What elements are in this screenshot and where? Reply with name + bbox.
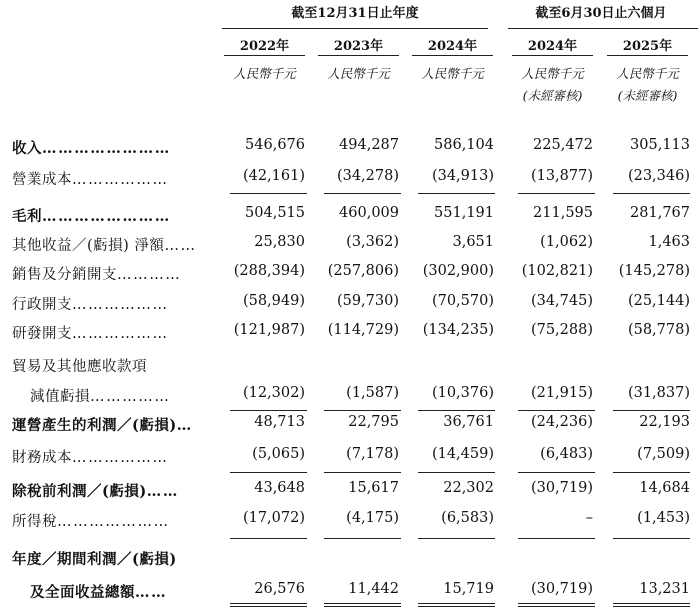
row-value-col-2: 22,795 <box>348 414 399 430</box>
row-label-text: 研發開支 <box>12 326 72 342</box>
row-value-col-5: 281,767 <box>630 205 690 221</box>
row-value-col-5: 13,231 <box>639 581 690 597</box>
subtotal-underline <box>418 410 495 411</box>
row-value-col-2: (59,730) <box>336 293 399 309</box>
row-label-leader-dots: …………………… <box>42 208 171 225</box>
row-label <box>12 137 171 158</box>
row-value-col-4: – <box>585 510 593 526</box>
row-value-col-3: 15,719 <box>443 581 494 597</box>
row-label <box>12 414 193 435</box>
row-value-col-4: (21,915) <box>530 385 593 401</box>
row-label-text: 財務成本 <box>12 450 72 466</box>
subtotal-underline <box>518 538 595 539</box>
subtotal-underline <box>324 472 401 473</box>
subtotal-underline <box>418 472 495 473</box>
table-row <box>0 234 700 256</box>
row-value-col-5: (25,144) <box>627 293 690 309</box>
row-value-col-5: (7,509) <box>637 446 690 462</box>
row-value-col-1: 26,576 <box>254 581 305 597</box>
row-label-leader-dots: …… <box>164 238 197 254</box>
total-double-underline <box>418 603 495 607</box>
row-value-col-2: 15,617 <box>348 480 399 496</box>
row-value-col-4: 211,595 <box>533 205 593 221</box>
table-row <box>0 446 700 468</box>
row-value-col-4: (102,821) <box>521 263 593 279</box>
row-value-col-3: (10,376) <box>431 385 494 401</box>
row-value-col-2: (3,362) <box>346 234 399 250</box>
row-value-col-2: (34,278) <box>336 168 399 184</box>
row-value-col-5: 22,193 <box>639 414 690 430</box>
group-header-six-months: 截至6月30日止六個月 <box>535 6 667 21</box>
row-label <box>30 385 171 406</box>
table-row <box>0 205 700 227</box>
subtotal-underline <box>230 538 307 539</box>
row-label-text: 行政開支 <box>12 297 72 313</box>
row-label <box>12 205 171 226</box>
row-label <box>12 234 197 255</box>
row-label-text: 所得稅 <box>12 514 57 530</box>
row-value-col-3: (302,900) <box>422 263 494 279</box>
row-label <box>12 480 179 501</box>
table-row <box>0 510 700 532</box>
row-label-text: 減值虧損 <box>30 389 90 405</box>
row-label-leader-dots: ……………… <box>72 326 169 342</box>
row-value-col-1: (288,394) <box>233 263 305 279</box>
column-unit-5: 人民幣千元 <box>616 66 679 81</box>
column-unit-2: 人民幣千元 <box>327 66 390 81</box>
column-year-rule <box>412 55 493 56</box>
row-label-text: 年度／期間利潤／(虧損) <box>12 551 177 568</box>
column-note-5: (未經審核) <box>617 88 678 103</box>
row-label-leader-dots: …… <box>135 584 168 601</box>
row-label-text: 除稅前利潤／(虧損) <box>12 483 147 500</box>
row-value-col-3: 586,104 <box>434 137 494 153</box>
row-label-text: 其他收益／(虧損) 淨額 <box>12 238 165 254</box>
row-label-leader-dots: …………………… <box>42 140 171 157</box>
subtotal-underline <box>324 193 401 194</box>
row-value-col-3: (70,570) <box>431 293 494 309</box>
row-label <box>12 548 177 569</box>
column-year-3: 2024年 <box>427 39 478 54</box>
table-row <box>0 385 700 407</box>
table-row <box>0 137 700 159</box>
table-row <box>0 322 700 344</box>
row-label-leader-dots: ……………… <box>72 297 169 313</box>
row-label <box>12 322 169 343</box>
row-label-leader-dots: … <box>176 417 193 434</box>
table-row <box>0 480 700 502</box>
row-value-col-1: (42,161) <box>242 168 305 184</box>
subtotal-underline <box>230 410 307 411</box>
subtotal-underline <box>230 472 307 473</box>
row-value-col-2: (1,587) <box>346 385 399 401</box>
row-value-col-1: 504,515 <box>245 205 305 221</box>
column-unit-4: 人民幣千元 <box>521 66 584 81</box>
row-label <box>12 168 169 189</box>
row-value-col-2: 11,442 <box>348 581 399 597</box>
row-label <box>12 510 170 531</box>
column-year-5: 2025年 <box>622 39 673 54</box>
row-label-text: 銷售及分銷開支 <box>12 267 117 283</box>
row-value-col-5: (145,278) <box>618 263 690 279</box>
row-label-leader-dots: …………… <box>90 389 171 405</box>
column-year-4: 2024年 <box>527 39 578 54</box>
group-header-fiscal-year-rule <box>222 28 488 29</box>
row-value-col-5: (31,837) <box>627 385 690 401</box>
row-value-col-1: 25,830 <box>254 234 305 250</box>
row-value-col-5: 14,684 <box>639 480 690 496</box>
group-header-six-months-rule <box>508 28 698 29</box>
group-header-fiscal-year: 截至12月31日止年度 <box>291 6 419 21</box>
table-row <box>0 414 700 436</box>
row-value-col-4: (75,288) <box>530 322 593 338</box>
row-label-leader-dots: ……………… <box>72 172 169 188</box>
column-year-rule <box>224 55 305 56</box>
row-label-leader-dots: ………… <box>117 267 182 283</box>
row-value-col-1: (5,065) <box>252 446 305 462</box>
column-year-rule <box>318 55 399 56</box>
row-value-col-4: (30,719) <box>530 480 593 496</box>
table-row <box>0 355 700 377</box>
row-value-col-4: (6,483) <box>540 446 593 462</box>
row-value-col-3: (6,583) <box>441 510 494 526</box>
row-value-col-4: (1,062) <box>540 234 593 250</box>
row-value-col-1: 48,713 <box>254 414 305 430</box>
subtotal-underline <box>418 538 495 539</box>
row-value-col-3: 3,651 <box>452 234 494 250</box>
row-label-text: 運營產生的利潤／(虧損) <box>12 417 177 434</box>
subtotal-underline <box>418 193 495 194</box>
row-label-leader-dots: …… <box>146 483 179 500</box>
row-value-col-4: (13,877) <box>530 168 593 184</box>
column-unit-1: 人民幣千元 <box>233 66 296 81</box>
row-value-col-5: 1,463 <box>648 234 690 250</box>
column-year-1: 2022年 <box>239 39 290 54</box>
row-label <box>12 355 147 376</box>
row-value-col-3: 36,761 <box>443 414 494 430</box>
subtotal-underline <box>613 538 690 539</box>
row-value-col-1: 546,676 <box>245 137 305 153</box>
table-row <box>0 168 700 190</box>
table-row <box>0 293 700 315</box>
column-note-4: (未經審核) <box>522 88 583 103</box>
row-value-col-5: (1,453) <box>637 510 690 526</box>
subtotal-underline <box>518 193 595 194</box>
total-double-underline <box>230 603 307 607</box>
row-label-text: 及全面收益總額 <box>30 584 135 601</box>
row-value-col-4: (24,236) <box>530 414 593 430</box>
total-double-underline <box>324 603 401 607</box>
column-year-2: 2023年 <box>333 39 384 54</box>
subtotal-underline <box>324 538 401 539</box>
column-year-rule <box>512 55 593 56</box>
row-value-col-5: (23,346) <box>627 168 690 184</box>
row-value-col-1: (121,987) <box>233 322 305 338</box>
table-row <box>0 263 700 285</box>
row-value-col-3: 551,191 <box>434 205 494 221</box>
row-value-col-2: 460,009 <box>339 205 399 221</box>
row-label-text: 貿易及其他應收款項 <box>12 359 147 375</box>
row-label-leader-dots: ………………… <box>57 514 170 530</box>
row-value-col-2: 494,287 <box>339 137 399 153</box>
row-value-col-4: (34,745) <box>530 293 593 309</box>
row-value-col-2: (4,175) <box>346 510 399 526</box>
row-value-col-5: 305,113 <box>630 137 690 153</box>
row-value-col-2: (114,729) <box>327 322 399 338</box>
total-double-underline <box>518 603 595 607</box>
row-label <box>12 293 169 314</box>
row-label-text: 營業成本 <box>12 172 72 188</box>
row-label-text: 毛利 <box>12 208 42 225</box>
subtotal-underline <box>613 472 690 473</box>
row-value-col-2: (257,806) <box>327 263 399 279</box>
row-value-col-3: 22,302 <box>443 480 494 496</box>
subtotal-underline <box>324 410 401 411</box>
row-value-col-4: 225,472 <box>533 137 593 153</box>
row-value-col-2: (7,178) <box>346 446 399 462</box>
row-label <box>30 581 167 602</box>
row-value-col-3: (134,235) <box>422 322 494 338</box>
subtotal-underline <box>613 193 690 194</box>
subtotal-underline <box>230 193 307 194</box>
row-label-text: 收入 <box>12 140 42 157</box>
subtotal-underline <box>518 410 595 411</box>
row-value-col-1: 43,648 <box>254 480 305 496</box>
row-label-leader-dots: ……………… <box>72 450 169 466</box>
row-value-col-5: (58,778) <box>627 322 690 338</box>
row-value-col-4: (30,719) <box>530 581 593 597</box>
row-value-col-3: (34,913) <box>431 168 494 184</box>
total-double-underline <box>613 603 690 607</box>
row-label <box>12 446 169 467</box>
column-year-rule <box>607 55 688 56</box>
table-row <box>0 548 700 570</box>
row-value-col-1: (58,949) <box>242 293 305 309</box>
table-row <box>0 581 700 603</box>
column-unit-3: 人民幣千元 <box>421 66 484 81</box>
row-value-col-1: (12,302) <box>242 385 305 401</box>
row-value-col-1: (17,072) <box>242 510 305 526</box>
subtotal-underline <box>518 472 595 473</box>
row-label <box>12 263 181 284</box>
row-value-col-3: (14,459) <box>431 446 494 462</box>
subtotal-underline <box>613 410 690 411</box>
